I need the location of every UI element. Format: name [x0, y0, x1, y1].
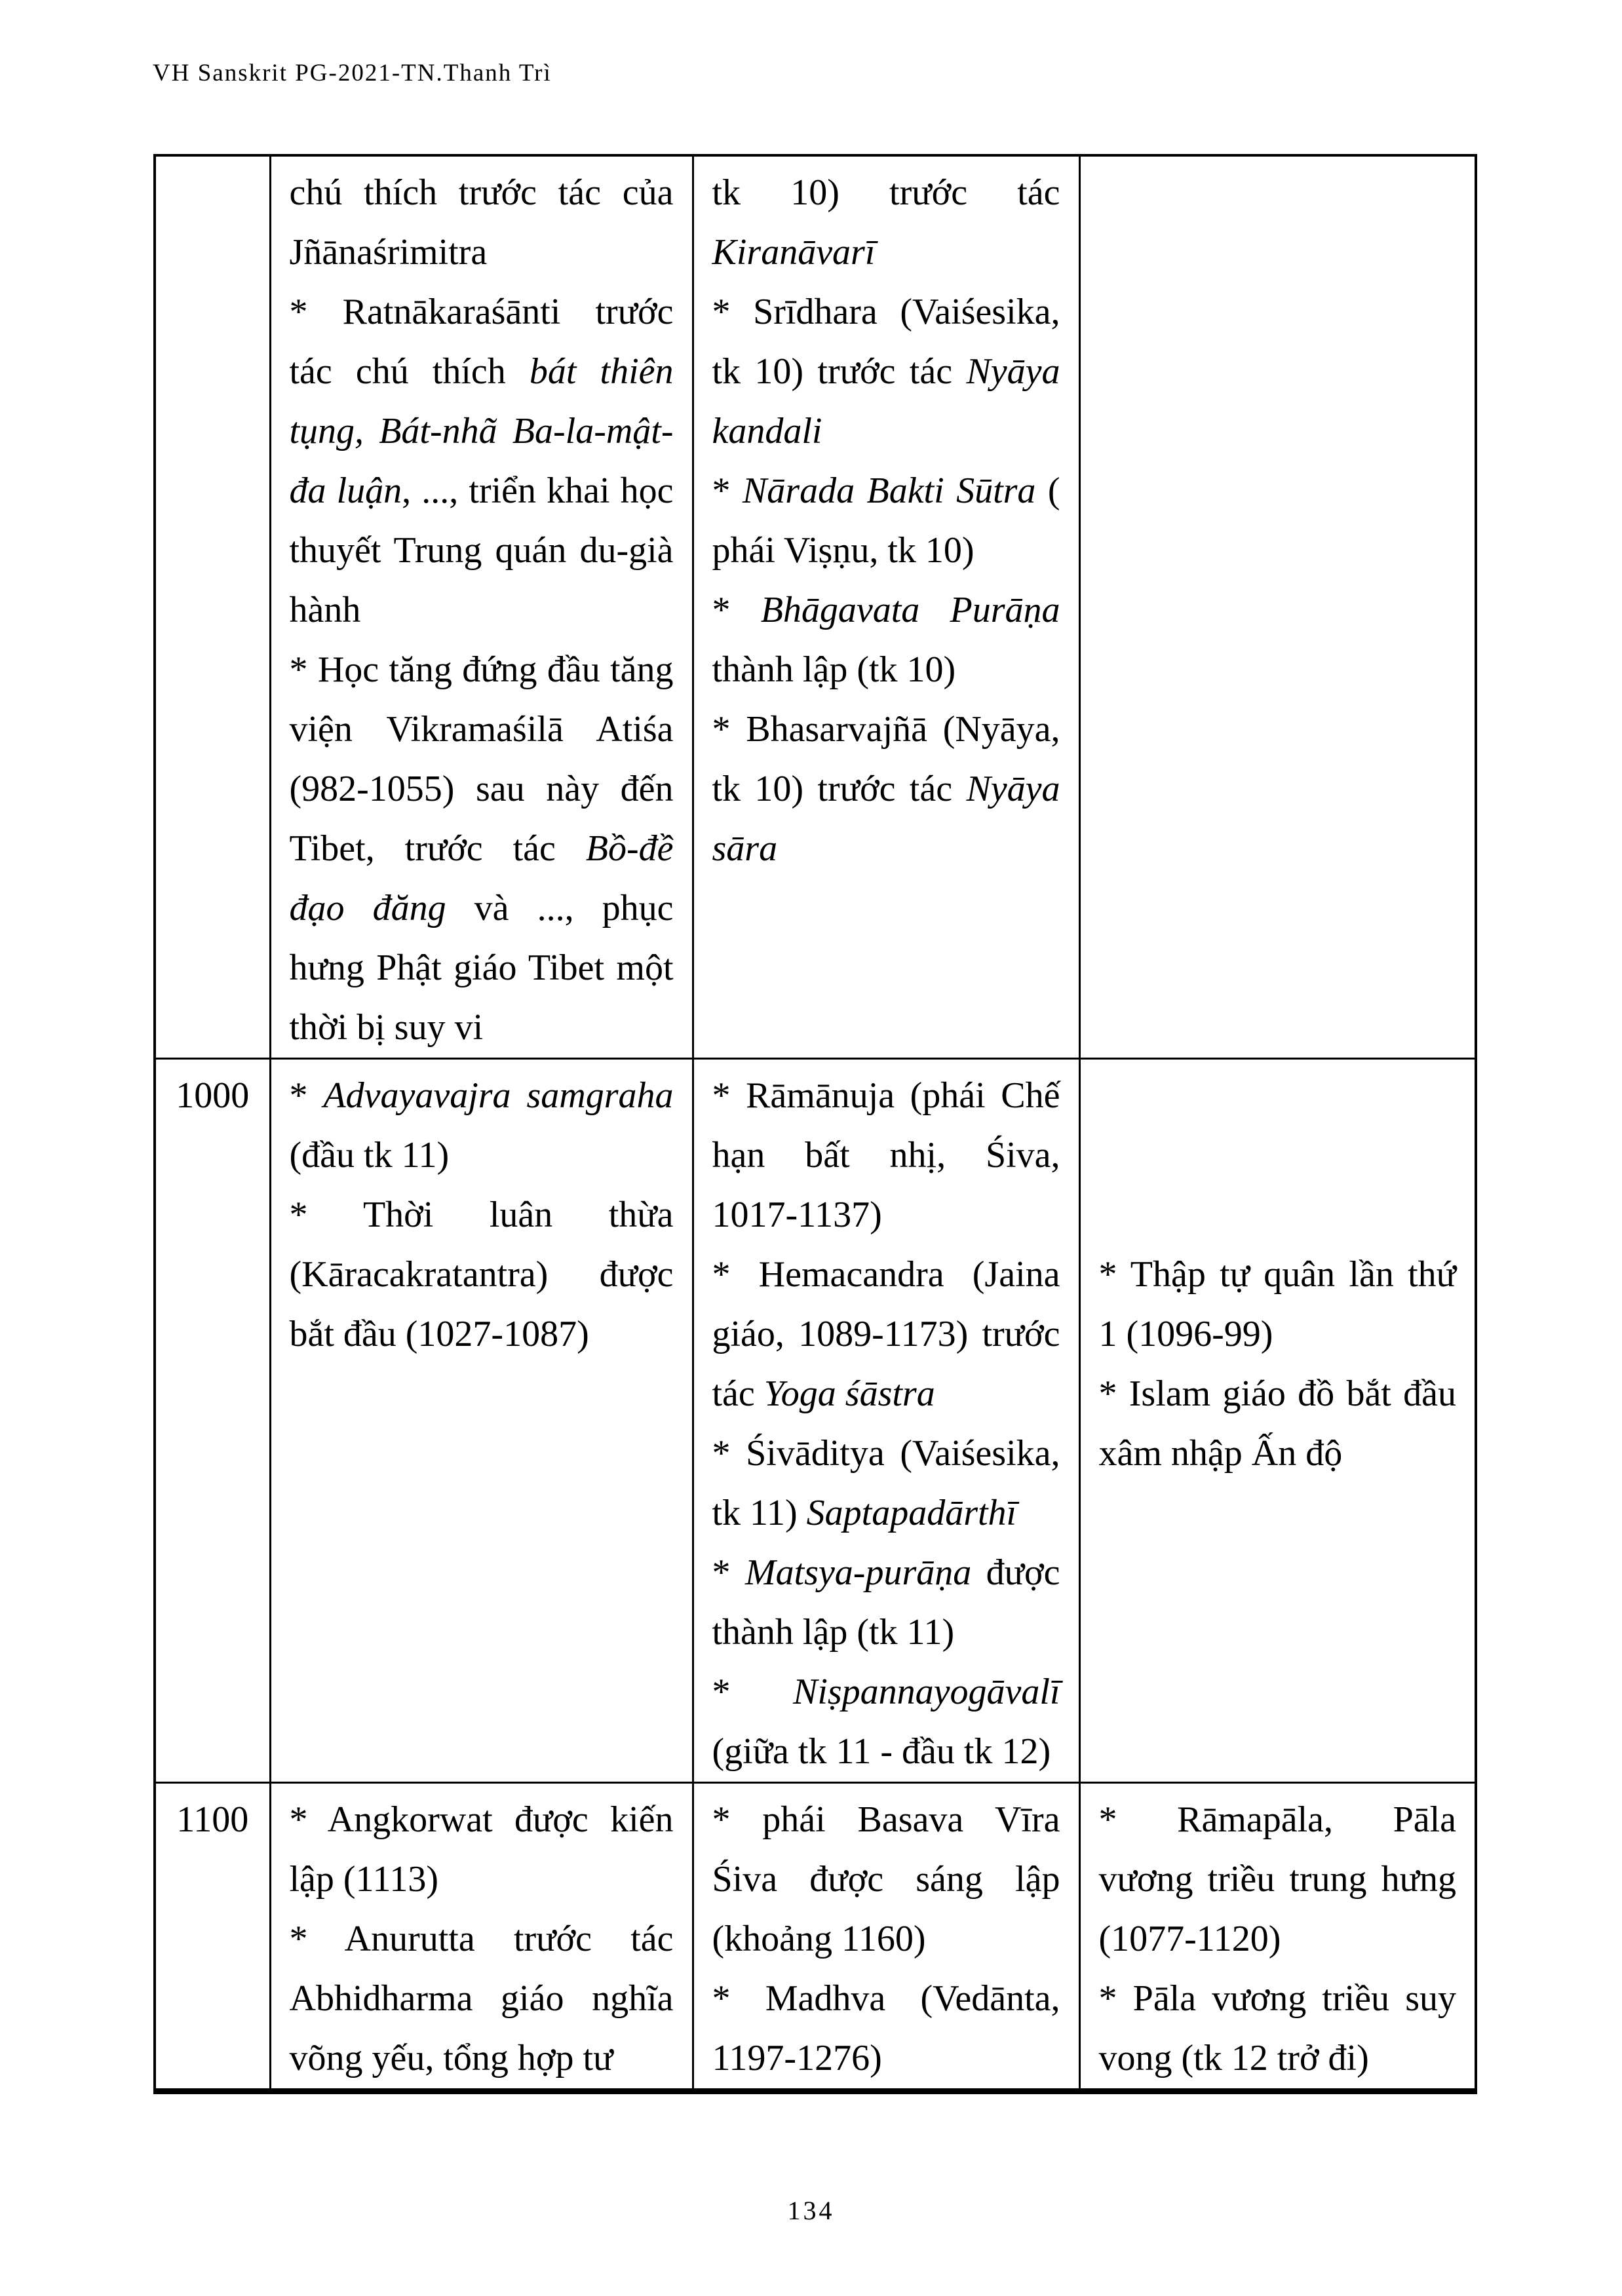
italic-text-run: Bhāgavata Purāṇa	[760, 590, 1060, 630]
timeline-table-container	[153, 154, 1477, 2094]
year-cell	[155, 155, 270, 1059]
paragraph	[290, 1185, 674, 1364]
text-run: * Ratnākaraśānti trước tác chú thích	[289, 292, 674, 392]
content-cell	[693, 1783, 1079, 2092]
year-cell: 1000	[155, 1059, 270, 1783]
paragraph	[712, 1245, 1060, 1424]
paragraph	[712, 163, 1060, 282]
italic-text-run: Saptapadārthī	[806, 1493, 1017, 1533]
content-cell	[1079, 155, 1476, 1059]
content-cell	[1079, 1783, 1476, 2092]
italic-text-run: bát thiên tụng, Bát-nhã Ba-la-mật-đa luận	[289, 351, 674, 511]
text-run: thành lập (tk 10)	[712, 649, 956, 690]
paragraph	[290, 163, 674, 282]
text-run: * phái Basava Vīra Śiva được sáng lập (khoảng 1160)	[712, 1799, 1060, 1959]
paragraph	[712, 1543, 1060, 1662]
paragraph	[290, 1909, 674, 2088]
content-cell	[1079, 1059, 1476, 1783]
text-run: * Pāla vương triều suy vong (tk 12 trở đi)	[1098, 1978, 1456, 2078]
table-row	[155, 1783, 1476, 2092]
text-run: * Srīdhara (Vaiśesika, tk 10) trước tác	[712, 292, 1060, 392]
paragraph	[290, 1066, 674, 1185]
text-run: *	[289, 1075, 324, 1116]
text-run: * Thập tự quân lần thứ 1 (1096-99)	[1098, 1254, 1456, 1354]
text-run: *	[712, 470, 743, 511]
italic-text-run: Nārada Bakti Sūtra	[742, 470, 1036, 511]
italic-text-run: Matsya-purāṇa	[744, 1552, 972, 1593]
paragraph	[712, 1790, 1060, 1969]
italic-text-run: Yoga śāstra	[763, 1373, 935, 1414]
paragraph	[1099, 1790, 1457, 1969]
text-run: * Bhasarvajñā (Nyāya, tk 10) trước tác	[712, 709, 1060, 809]
text-run: *	[712, 1552, 745, 1593]
text-run: và ..., phục hưng Phật giáo Tibet một thời bị suy vi	[289, 888, 674, 1048]
text-run: *	[712, 590, 761, 630]
year-cell: 1100	[155, 1783, 270, 2092]
text-run: * Anurutta trước tác Abhidharma giáo nghĩa võng yếu, tổng hợp tư	[289, 1919, 674, 2078]
text-run: * Học tăng đứng đầu tăng viện Vikramaśilā Atiśa (982-1055) sau này đến Tibet, trước tác	[289, 649, 674, 869]
content-cell	[693, 155, 1079, 1059]
content-cell	[270, 1059, 693, 1783]
italic-text-run: Nyāya sāra	[712, 769, 1060, 869]
text-run: * Islam giáo đồ bắt đầu xâm nhập Ấn độ	[1098, 1373, 1456, 1474]
paragraph	[712, 1424, 1060, 1543]
table-row	[155, 155, 1476, 1059]
page-header-title: VH Sanskrit PG-2021-TN.Thanh Trì	[153, 60, 552, 86]
paragraph	[712, 1066, 1060, 1245]
text-run: (giữa tk 11 - đầu tk 12)	[712, 1731, 1051, 1772]
timeline-table-body	[155, 155, 1476, 2092]
paragraph	[290, 282, 674, 640]
italic-text-run: Kiranāvarī	[712, 232, 876, 273]
paragraph	[712, 282, 1060, 461]
paragraph	[712, 1969, 1060, 2088]
content-cell	[270, 1783, 693, 2092]
page-number: 134	[787, 2196, 835, 2225]
paragraph	[712, 581, 1060, 700]
text-run: (đầu tk 11)	[289, 1135, 450, 1176]
text-run: chú thích trước tác của Jñānaśrimitra	[289, 172, 674, 273]
text-run: * Hemacandra (Jaina giáo, 1089-1173) trước tác	[712, 1254, 1060, 1414]
text-run: * Thời luân thừa (Kāracakratantra) được bắt đầu (1027-1087)	[289, 1195, 674, 1354]
text-run: * Śivāditya (Vaiśesika, tk 11)	[712, 1433, 1060, 1533]
paragraph	[1099, 1969, 1457, 2088]
italic-text-run: Bồ-đề đạo đăng	[289, 828, 674, 928]
timeline-table	[153, 154, 1477, 2094]
paragraph	[712, 700, 1060, 879]
content-cell	[693, 1059, 1079, 1783]
italic-text-run: Niṣpannayogāvalī	[792, 1672, 1060, 1712]
paragraph	[712, 1662, 1060, 1782]
text-run: được thành lập (tk 11)	[712, 1552, 1060, 1653]
italic-text-run: Advayavajra samgraha	[323, 1075, 674, 1116]
table-row	[155, 1059, 1476, 1783]
text-run: * Rāmānuja (phái Chế hạn bất nhị, Śiva, 1017-1137)	[712, 1075, 1060, 1235]
paragraph	[712, 461, 1060, 581]
paragraph	[290, 1790, 674, 1909]
text-run: ( phái Viṣṇu, tk 10)	[712, 470, 1060, 571]
paragraph	[1099, 1364, 1457, 1483]
paragraph	[1099, 1245, 1457, 1364]
text-run: * Angkorwat được kiến lập (1113)	[289, 1799, 674, 1900]
text-run: *	[712, 1672, 793, 1712]
text-run: , ..., triển khai học thuyết Trung quán du-già hành	[289, 470, 674, 630]
text-run: tk 10) trước tác	[712, 172, 1060, 213]
text-run: * Madhva (Vedānta, 1197-1276)	[712, 1978, 1060, 2078]
content-cell	[270, 155, 693, 1059]
text-run: * Rāmapāla, Pāla vương triều trung hưng (1077-1120)	[1098, 1799, 1456, 1959]
italic-text-run: Nyāya kandali	[712, 351, 1060, 451]
paragraph	[290, 640, 674, 1058]
